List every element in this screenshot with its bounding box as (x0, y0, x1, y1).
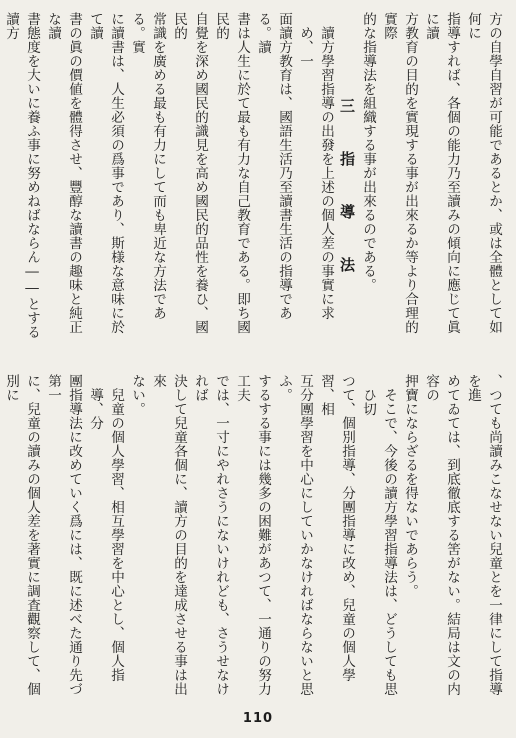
upper-text-block (3, 12, 504, 344)
text-line: に、兒童の讀みの個人差を著實に調査觀察して、個別に (3, 374, 40, 696)
text-line: 互分團學習を中心にしていかなければならないと思ふ。 (276, 374, 313, 696)
text-line: 讀方學習指導の出發を上述の個人差の事實に求め、一 (297, 26, 334, 320)
text-line: 書は人生に於て最も有力な自己教育である。即ち國民的 (213, 12, 250, 334)
text-line: 常識を廣める最も有力にして而も卑近な方法である。實 (129, 12, 166, 320)
text-line: 方教育の目的を實現する事が出來るか等より合理的實際 (381, 12, 418, 334)
text-line: 團指導法に改めていく爲には、既に述べた通り先づ第一 (45, 374, 82, 696)
text-line: 押寶にならざるを得ないであらう。 (402, 374, 418, 598)
text-line: 、つても尚讀みこなせない兒童とを一律にして指導を進 (465, 374, 502, 696)
text-line: 方の自學自習が可能であるとか、或は全體として如何に (465, 12, 502, 334)
text-line: 面讀方教育は、國語生活乃至讀書生活の指導である。讀 (255, 12, 292, 320)
text-line: 的な指導法を組織する事が出來るのである。 (360, 12, 376, 292)
text-line: そこで、今後の讀方學習指導法は、どうしても思ひ切 (360, 388, 397, 696)
section-heading: 三 指 導 法 (338, 98, 356, 282)
text-line: 書態度を大いに養ふ事に努めねばならん――とする讀方 (3, 12, 40, 339)
text-line: 決して兒童各個に、讀方の目的を達成させる事は出來 (150, 374, 187, 696)
text-line: 自覺を深め國民的識見を高め國民的品性を養ひ、國民的 (171, 12, 208, 334)
text-line: に讀書は、人生必須の爲事であり、斯様な意味に於て讀 (87, 12, 124, 334)
page-number: 110 (242, 711, 274, 726)
text-line: するする事には幾多の困難があつて、一通りの努力工夫 (234, 374, 271, 696)
text-line: めてゐては、到底徹底する筈がない。結局は文の内容の (423, 374, 460, 696)
text-line: ない。 (129, 374, 145, 416)
text-line: 指導すれば、各個の能力乃至讀みの傾向に應じて眞に讀 (423, 12, 460, 334)
text-line: つて、個別指導、分團指導に改め、兒童の個人學習、相 (318, 374, 355, 682)
lower-text-block (3, 374, 504, 704)
text-line: 書の眞の價値を體得させ、豐醇な讀書の趣味と純正な讀 (45, 12, 82, 334)
text-line: では、一寸にやれさうにないけれども、さうせなければ (192, 374, 229, 696)
text-line: 兒童の個人學習、相互學習を中心とし、個人指導、分 (87, 388, 124, 682)
